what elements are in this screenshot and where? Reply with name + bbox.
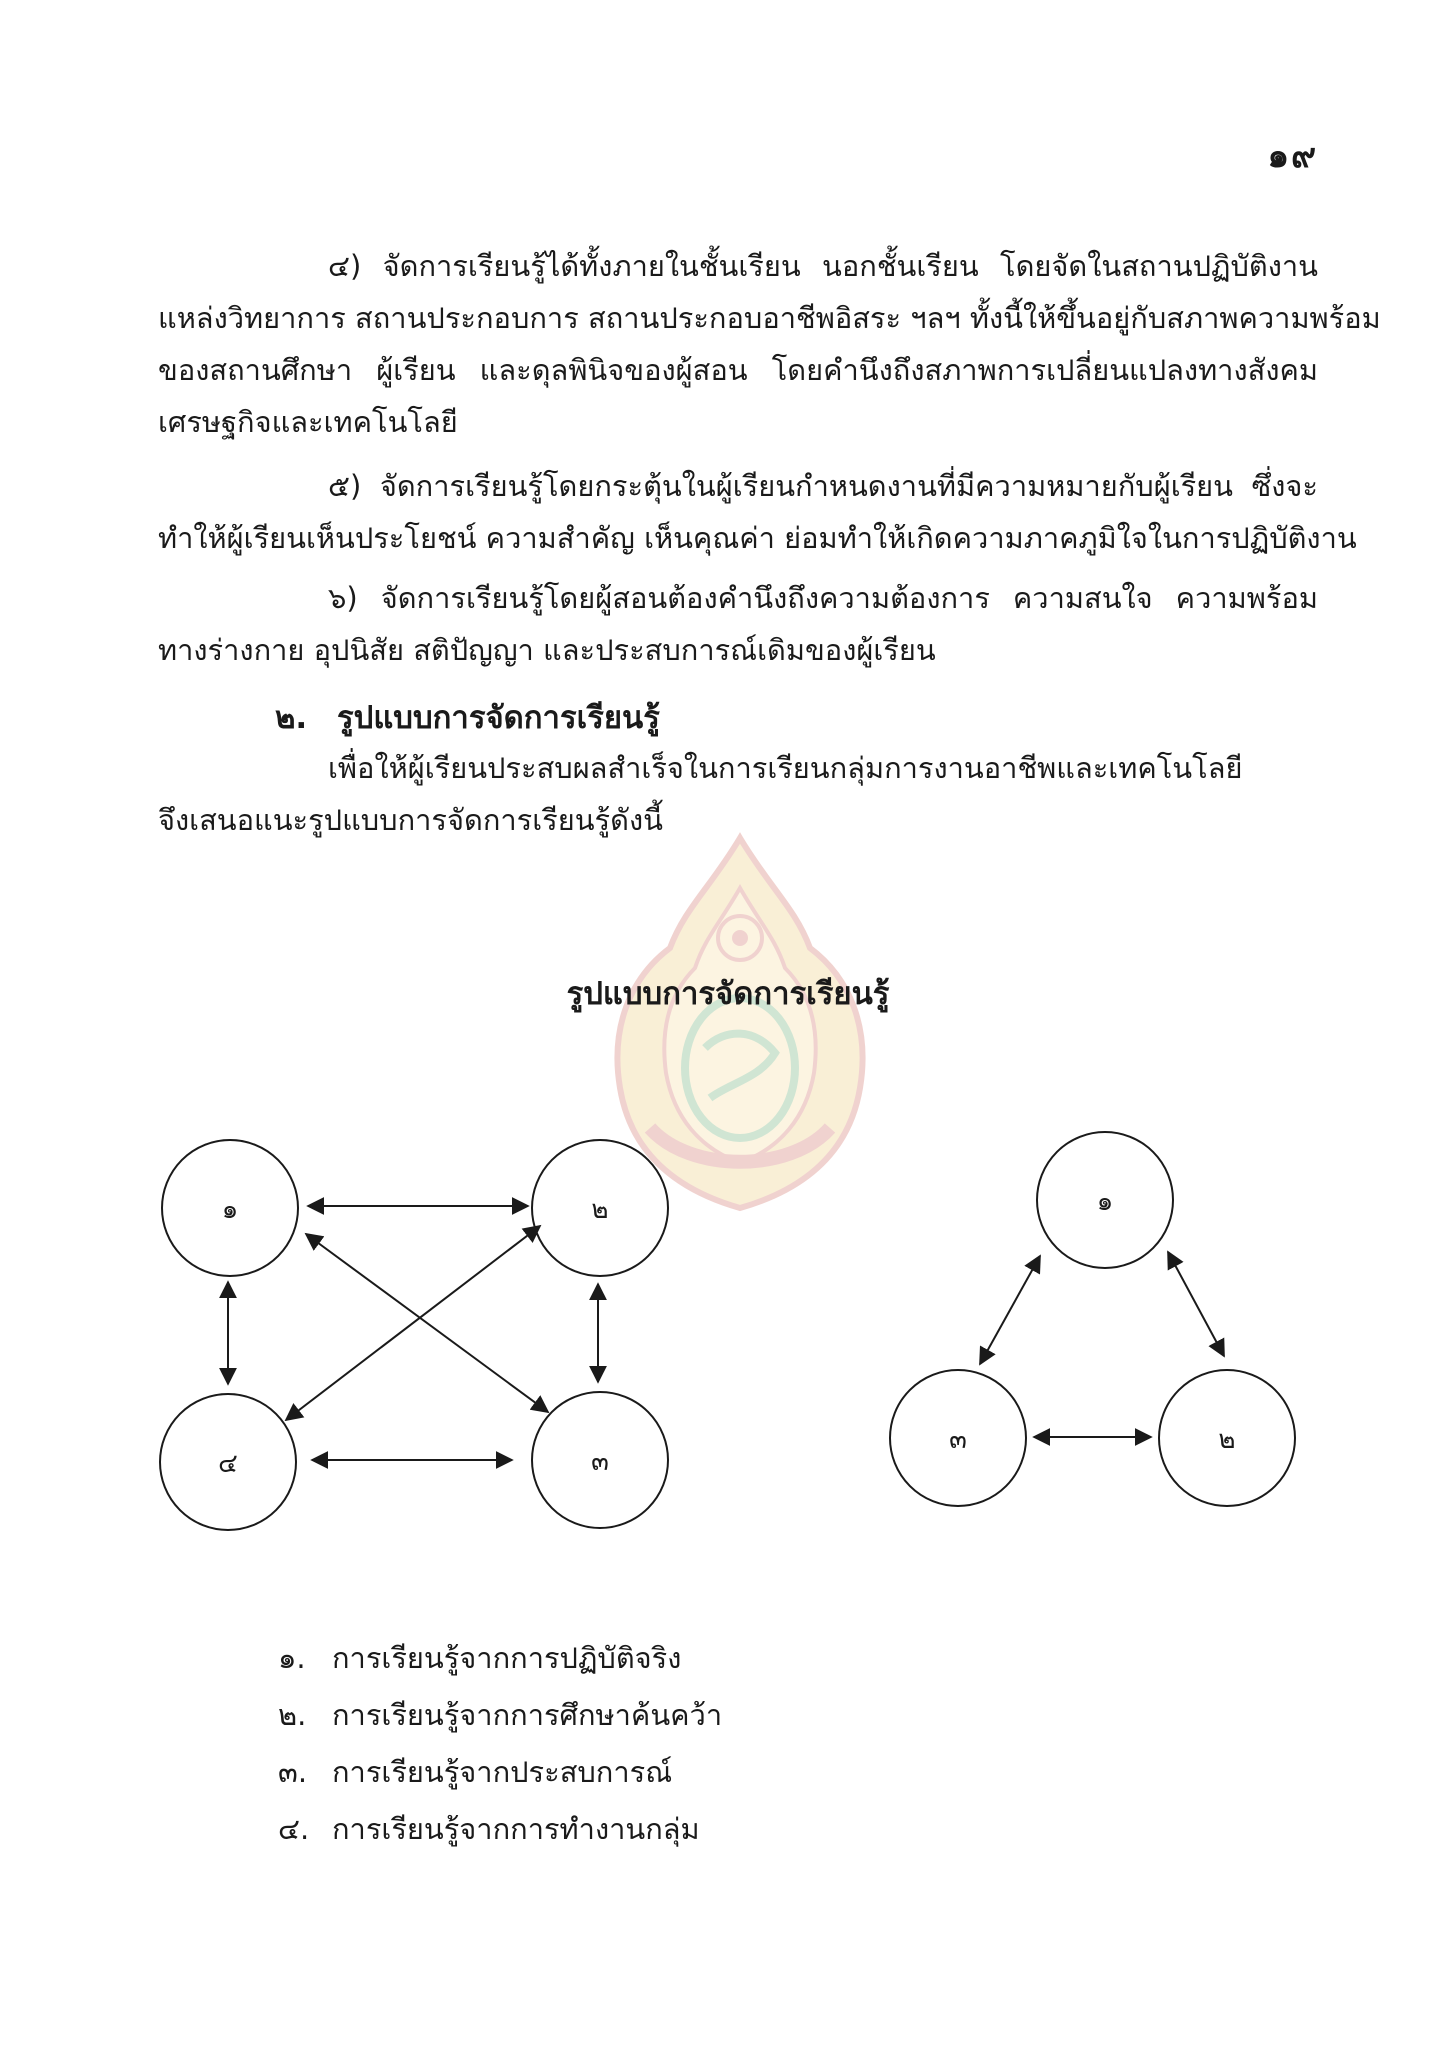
node-label: ๓ [949, 1425, 967, 1455]
list-number: ๓. [278, 1755, 308, 1789]
arrow [980, 1256, 1040, 1364]
list-text: การเรียนรู้จากการทำงานกลุ่ม [332, 1812, 700, 1846]
node-label: ๒ [1218, 1425, 1236, 1455]
list-text: การเรียนรู้จากการปฏิบัติจริง [332, 1641, 682, 1675]
list-item [278, 1801, 722, 1858]
paragraph-line: ของสถานศึกษา ผู้เรียน และดุลพินิจของผู้สอน โดยคำนึงถึงสภาพการเปลี่ยนแปลงทางสังคม [158, 353, 1318, 387]
list-text: การเรียนรู้จากประสบการณ์ [332, 1755, 673, 1789]
diagram-title: รูปแบบการจัดการเรียนรู้ [566, 976, 890, 1012]
arrow [1168, 1252, 1224, 1356]
section-number: ๒. [275, 700, 308, 736]
legend-list [278, 1630, 722, 1858]
paragraph-line: ๔) จัดการเรียนรู้ได้ทั้งภายในชั้นเรียน นอกชั้นเรียน โดยจัดในสถานปฏิบัติงาน [328, 249, 1318, 283]
node-label: ๑ [1096, 1187, 1114, 1217]
page-number: ๑๙ [1267, 136, 1318, 176]
node-label: ๔ [218, 1449, 238, 1479]
list-number: ๒. [278, 1698, 307, 1732]
arrow [286, 1226, 540, 1420]
list-text: การเรียนรู้จากการศึกษาค้นคว้า [332, 1698, 723, 1732]
paragraph-line: ทำให้ผู้เรียนเห็นประโยชน์ ความสำคัญ เห็นคุณค่า ย่อมทำให้เกิดความภาคภูมิใจในการปฏิบัติงาน [158, 521, 1357, 555]
paragraph-line: แหล่งวิทยาการ สถานประกอบการ สถานประกอบอาชีพอิสระ ฯลฯ ทั้งนี้ให้ขึ้นอยู่กับสภาพความพร้อม [158, 301, 1381, 335]
node-label: ๒ [591, 1195, 609, 1225]
paragraph-line: จึงเสนอแนะรูปแบบการจัดการเรียนรู้ดังนี้ [158, 803, 663, 837]
paragraph-item-4 [158, 240, 1381, 448]
arrow [306, 1234, 548, 1412]
list-item [278, 1630, 722, 1687]
paragraph-item-6 [158, 572, 1318, 676]
list-number: ๔. [278, 1812, 310, 1846]
list-item [278, 1687, 722, 1744]
section-title: รูปแบบการจัดการเรียนรู้ [337, 700, 660, 736]
list-number: ๑. [278, 1641, 306, 1675]
paragraph-line: เพื่อให้ผู้เรียนประสบผลสำเร็จในการเรียนกลุ่มการงานอาชีพและเทคโนโลยี [328, 751, 1243, 785]
node-label: ๓ [591, 1447, 609, 1477]
paragraph-item-5 [158, 460, 1357, 564]
paragraph-line: ๖) จัดการเรียนรู้โดยผู้สอนต้องคำนึงถึงความต้องการ ความสนใจ ความพร้อม [328, 581, 1318, 615]
learning-model-diagram [0, 1120, 1456, 1540]
paragraph-line: ทางร่างกาย อุปนิสัย สติปัญญา และประสบการณ์เดิมของผู้เรียน [158, 633, 936, 667]
paragraph-line: เศรษฐกิจและเทคโนโลยี [158, 405, 458, 439]
list-item [278, 1744, 722, 1801]
node-label: ๑ [221, 1195, 239, 1225]
paragraph-line: ๕) จัดการเรียนรู้โดยกระตุ้นในผู้เรียนกำหนดงานที่มีความหมายกับผู้เรียน ซึ่งจะ [328, 469, 1318, 503]
section-heading [275, 692, 660, 742]
